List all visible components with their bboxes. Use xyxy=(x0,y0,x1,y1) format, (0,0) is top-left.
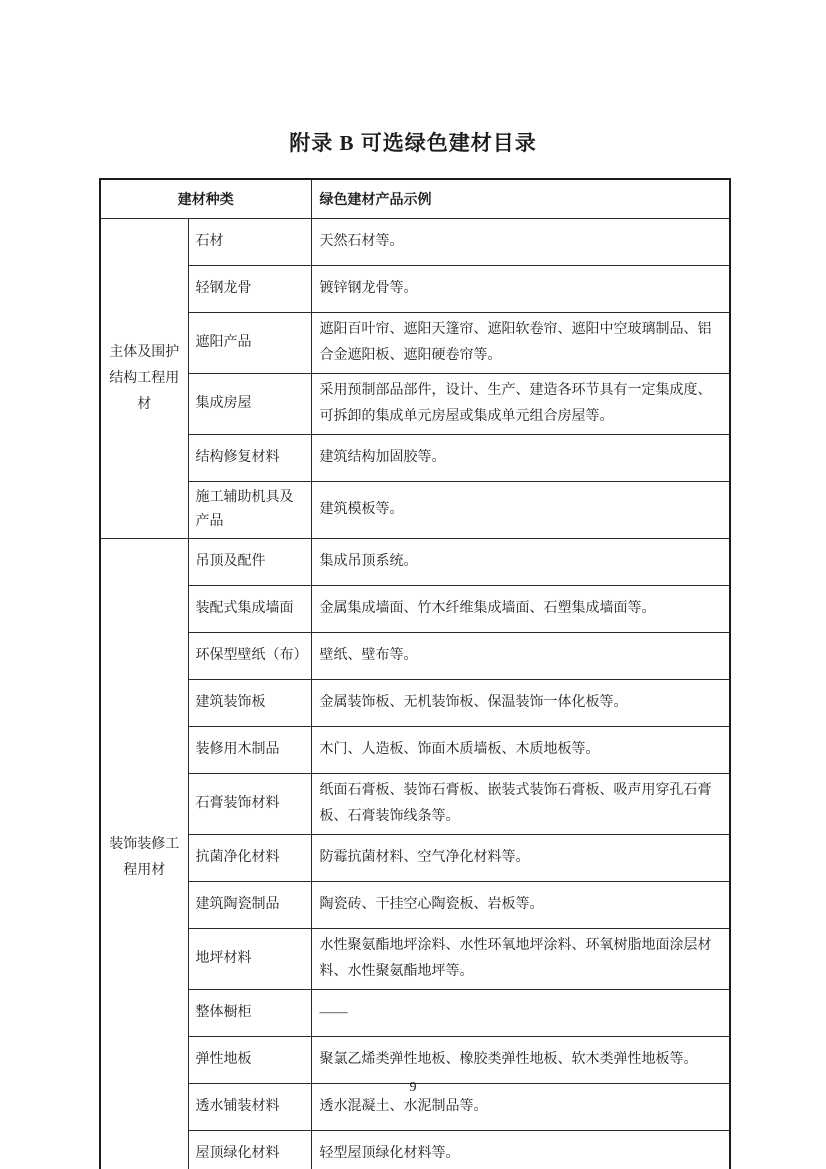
material-examples: 遮阳百叶帘、遮阳天篷帘、遮阳软卷帘、遮阳中空玻璃制品、铝合金遮阳板、遮阳硬卷帘等。 xyxy=(311,313,730,374)
material-examples: 木门、人造板、饰面木质墙板、木质地板等。 xyxy=(311,727,730,774)
table-header-row xyxy=(100,179,730,219)
material-type: 建筑陶瓷制品 xyxy=(188,882,311,929)
table-row xyxy=(100,1131,730,1169)
material-type: 吊顶及配件 xyxy=(188,539,311,586)
material-examples: 采用预制部品部件，设计、生产、建造各环节具有一定集成度、可拆卸的集成单元房屋或集成单元组合房屋等。 xyxy=(311,374,730,435)
table-row xyxy=(100,633,730,680)
column-header-product-examples: 绿色建材产品示例 xyxy=(311,179,730,219)
material-examples: 金属装饰板、无机装饰板、保温装饰一体化板等。 xyxy=(311,680,730,727)
material-examples: 集成吊顶系统。 xyxy=(311,539,730,586)
table-row xyxy=(100,539,730,586)
material-type: 弹性地板 xyxy=(188,1037,311,1084)
material-examples: 纸面石膏板、装饰石膏板、嵌装式装饰石膏板、吸声用穿孔石膏板、石膏装饰线条等。 xyxy=(311,774,730,835)
material-type: 结构修复材料 xyxy=(188,435,311,482)
material-type: 装修用木制品 xyxy=(188,727,311,774)
material-examples: 建筑结构加固胶等。 xyxy=(311,435,730,482)
table-row xyxy=(100,313,730,374)
material-examples: 透水混凝土、水泥制品等。 xyxy=(311,1084,730,1131)
material-type: 装配式集成墙面 xyxy=(188,586,311,633)
table-row xyxy=(100,727,730,774)
green-materials-table xyxy=(99,178,731,1169)
table-row xyxy=(100,990,730,1037)
material-examples: 聚氯乙烯类弹性地板、橡胶类弹性地板、软木类弹性地板等。 xyxy=(311,1037,730,1084)
material-examples: 镀锌钢龙骨等。 xyxy=(311,266,730,313)
material-type: 整体橱柜 xyxy=(188,990,311,1037)
table-row xyxy=(100,266,730,313)
page-title: 附录 B 可选绿色建材目录 xyxy=(289,131,537,155)
material-examples: 防霉抗菌材料、空气净化材料等。 xyxy=(311,835,730,882)
material-examples: 壁纸、壁布等。 xyxy=(311,633,730,680)
material-type: 集成房屋 xyxy=(188,374,311,435)
material-type: 遮阳产品 xyxy=(188,313,311,374)
material-type: 轻钢龙骨 xyxy=(188,266,311,313)
table-row xyxy=(100,680,730,727)
table-row xyxy=(100,929,730,990)
material-type: 施工辅助机具及产品 xyxy=(188,482,311,539)
material-type: 透水铺装材料 xyxy=(188,1084,311,1131)
material-type: 建筑装饰板 xyxy=(188,680,311,727)
table-row xyxy=(100,835,730,882)
table-row xyxy=(100,219,730,266)
table-row xyxy=(100,374,730,435)
material-examples: 金属集成墙面、竹木纤维集成墙面、石塑集成墙面等。 xyxy=(311,586,730,633)
table-row xyxy=(100,586,730,633)
material-type: 环保型壁纸（布） xyxy=(188,633,311,680)
material-examples: 水性聚氨酯地坪涂料、水性环氧地坪涂料、环氧树脂地面涂层材料、水性聚氨酯地坪等。 xyxy=(311,929,730,990)
table-row xyxy=(100,882,730,929)
material-examples: 陶瓷砖、干挂空心陶瓷板、岩板等。 xyxy=(311,882,730,929)
group-label-decoration: 装饰装修工程用材 xyxy=(100,539,188,1169)
table-row xyxy=(100,482,730,539)
column-header-material-type: 建材种类 xyxy=(100,179,311,219)
material-examples: 建筑模板等。 xyxy=(311,482,730,539)
group-label-structural: 主体及围护结构工程用材 xyxy=(100,219,188,539)
material-examples: —— xyxy=(311,990,730,1037)
table-row xyxy=(100,774,730,835)
material-examples: 轻型屋顶绿化材料等。 xyxy=(311,1131,730,1169)
material-type: 屋顶绿化材料 xyxy=(188,1131,311,1169)
material-type: 地坪材料 xyxy=(188,929,311,990)
material-type: 石材 xyxy=(188,219,311,266)
page-number: 9 xyxy=(409,1080,417,1095)
table-row xyxy=(100,1037,730,1084)
material-type: 抗菌净化材料 xyxy=(188,835,311,882)
table-row xyxy=(100,435,730,482)
material-type: 石膏装饰材料 xyxy=(188,774,311,835)
material-examples: 天然石材等。 xyxy=(311,219,730,266)
